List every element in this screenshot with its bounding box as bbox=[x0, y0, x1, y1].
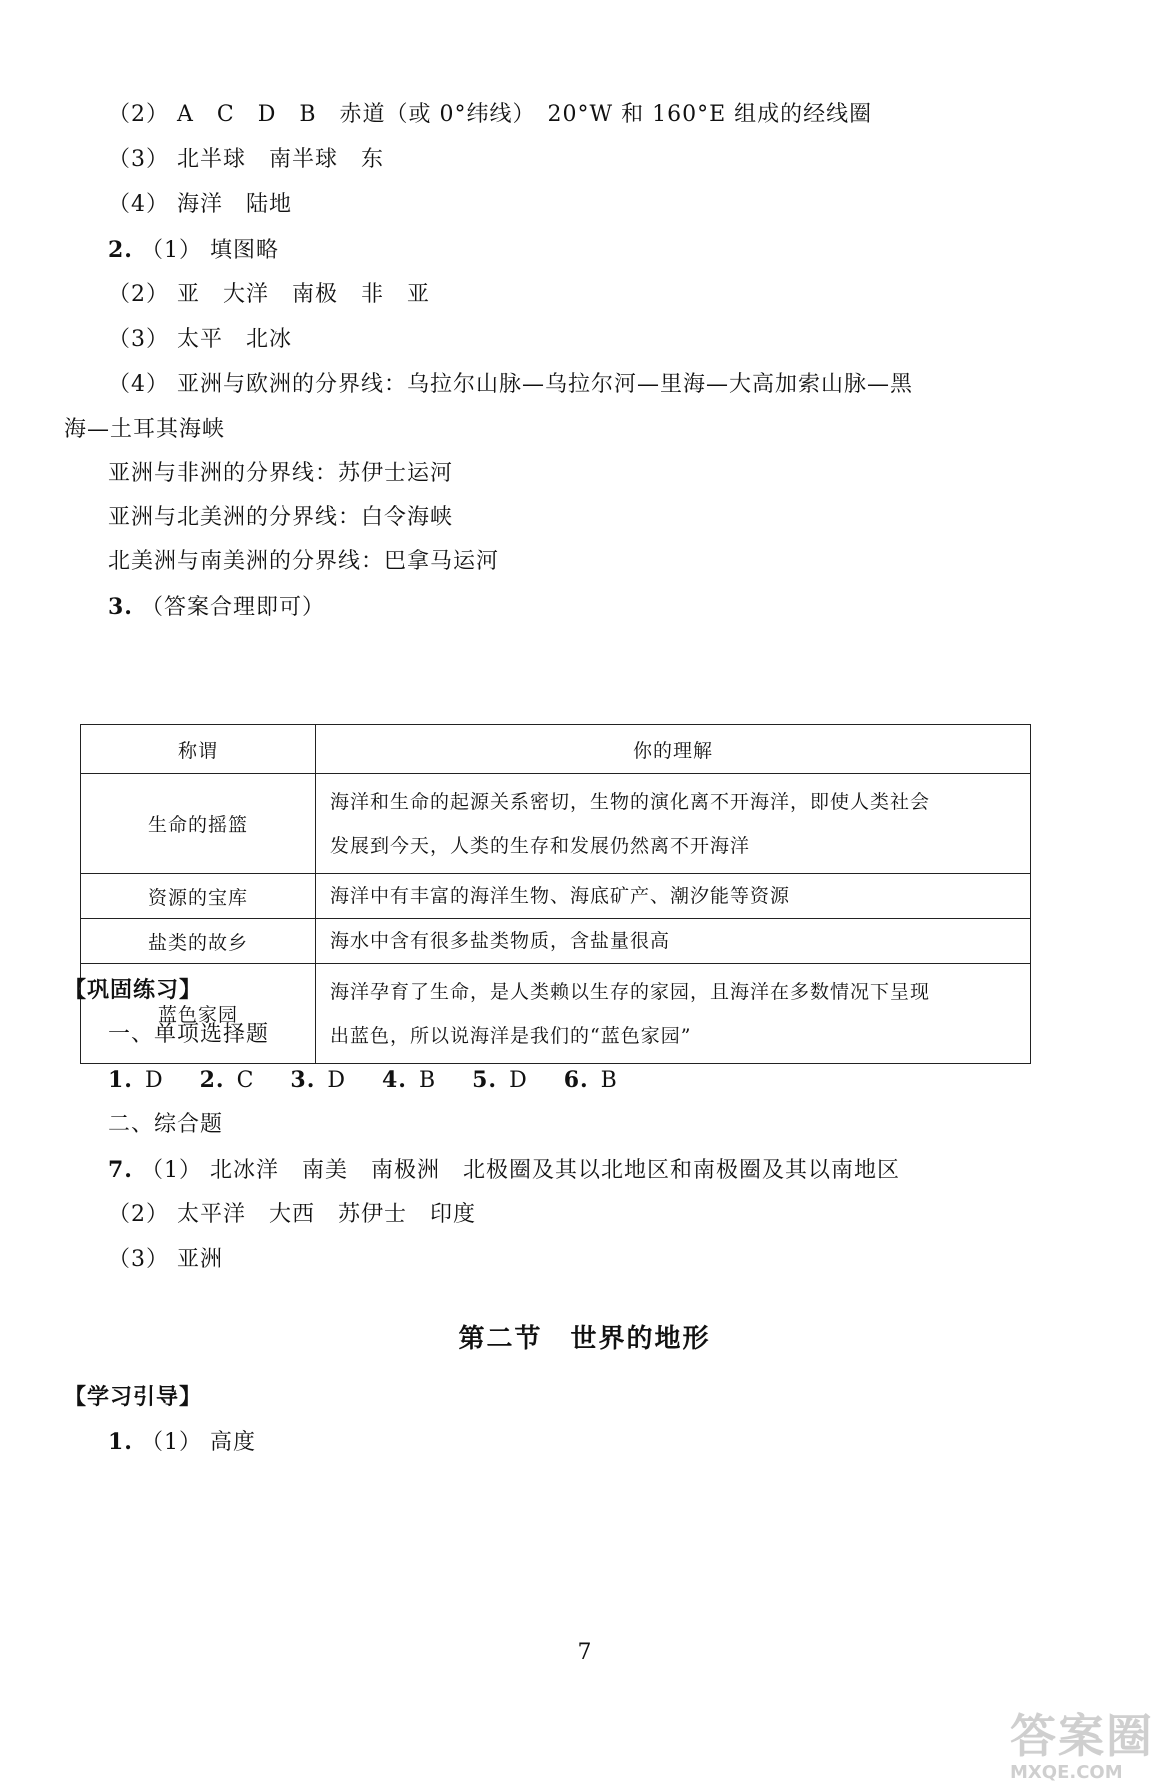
mc-answer: B bbox=[418, 1068, 437, 1093]
section-title: 第二节 世界的地形 bbox=[458, 1324, 711, 1354]
answer-line: （2） A C D B 赤道（或 0°纬线） 20°W 和 160°E 组成的经线圈 bbox=[108, 102, 873, 127]
mc-answer: C bbox=[236, 1068, 255, 1093]
table-cell-term: 蓝色家园 bbox=[81, 964, 316, 1064]
subsection-heading: 二、综合题 bbox=[108, 1112, 224, 1137]
question-number: 6. bbox=[563, 1067, 589, 1093]
explanation-line: 海洋孕育了生命，是人类赖以生存的家园，且海洋在多数情况下呈现 bbox=[330, 980, 931, 1003]
explanation-line: 出蓝色，所以说海洋是我们的“蓝色家园” bbox=[330, 1024, 692, 1047]
answer-line bbox=[108, 1155, 900, 1186]
table-row bbox=[81, 774, 1031, 874]
answer-line: （3） 太平 北冰 bbox=[108, 327, 292, 352]
watermark bbox=[1010, 1700, 1160, 1788]
explanation-line: 发展到今天，人类的生存和发展仍然离不开海洋 bbox=[330, 834, 751, 857]
answer-line: 北美洲与南美洲的分界线：巴拿马运河 bbox=[108, 549, 500, 574]
answer-line: （3） 亚洲 bbox=[108, 1247, 223, 1272]
table-cell-term: 生命的摇篮 bbox=[81, 774, 316, 874]
table-header-row bbox=[81, 725, 1031, 774]
answer-line: （3） 北半球 南半球 东 bbox=[108, 147, 384, 172]
table-cell-explanation bbox=[316, 774, 1031, 874]
mc-answer: D bbox=[509, 1068, 528, 1093]
answer-line: （2） 亚 大洋 南极 非 亚 bbox=[108, 282, 430, 307]
watermark-logo: 答案圈 bbox=[1010, 1709, 1154, 1763]
table-cell-term: 资源的宝库 bbox=[81, 874, 316, 919]
question-number: 4. bbox=[381, 1067, 407, 1093]
answer-text: （1） 高度 bbox=[140, 1430, 256, 1455]
answer-line: （4） 海洋 陆地 bbox=[108, 192, 292, 217]
answer-text: （1） 北冰洋 南美 南极洲 北极圈及其以北地区和南极圈及其以南地区 bbox=[140, 1158, 900, 1183]
mc-answer: B bbox=[600, 1068, 618, 1093]
answer-line: 亚洲与北美洲的分界线：白令海峡 bbox=[108, 505, 454, 530]
section-heading: 【巩固练习】 bbox=[64, 977, 203, 1003]
watermark-url: MXQE.COM bbox=[1010, 1762, 1123, 1783]
answer-line: （2） 太平洋 大西 苏伊士 印度 bbox=[108, 1202, 476, 1227]
mc-answer-line bbox=[108, 1065, 618, 1096]
answer-line: （4） 亚洲与欧洲的分界线：乌拉尔山脉—乌拉尔河—里海—大高加索山脉—黑 bbox=[108, 372, 913, 397]
table-cell-explanation: 海水中含有很多盐类物质，含盐量很高 bbox=[316, 919, 1031, 964]
table-header: 你的理解 bbox=[316, 725, 1031, 774]
table-header: 称谓 bbox=[81, 725, 316, 774]
question-number: 5. bbox=[472, 1067, 498, 1093]
question-number: 2. bbox=[199, 1067, 225, 1093]
question-number: 1. bbox=[108, 1067, 133, 1093]
mc-answer: D bbox=[327, 1068, 346, 1093]
table-row bbox=[81, 919, 1031, 964]
page-number: 7 bbox=[577, 1640, 592, 1665]
answer-line bbox=[108, 1427, 256, 1458]
table-row bbox=[81, 874, 1031, 919]
question-number: 2. bbox=[108, 237, 133, 263]
question-number: 1. bbox=[108, 1429, 133, 1455]
explanation-line: 海洋和生命的起源关系密切，生物的演化离不开海洋，即使人类社会 bbox=[330, 790, 931, 813]
subsection-heading: 一、单项选择题 bbox=[108, 1022, 270, 1047]
answer-line: 亚洲与非洲的分界线：苏伊士运河 bbox=[108, 461, 454, 486]
table-cell-explanation: 海洋中有丰富的海洋生物、海底矿产、潮汐能等资源 bbox=[316, 874, 1031, 919]
question-number: 7. bbox=[108, 1157, 133, 1183]
question-number: 3. bbox=[290, 1067, 316, 1093]
mc-answer: D bbox=[144, 1068, 164, 1093]
answer-text: （答案合理即可） bbox=[140, 595, 325, 620]
answer-table bbox=[80, 724, 1031, 1064]
answer-line bbox=[108, 235, 279, 266]
question-number: 3. bbox=[108, 594, 133, 620]
answer-text: （1） 填图略 bbox=[140, 238, 279, 263]
section-heading: 【学习引导】 bbox=[64, 1384, 203, 1410]
answer-line: 海—土耳其海峡 bbox=[64, 417, 226, 442]
table-cell-term: 盐类的故乡 bbox=[81, 919, 316, 964]
table-cell-explanation bbox=[316, 964, 1031, 1064]
answer-line bbox=[108, 592, 325, 623]
